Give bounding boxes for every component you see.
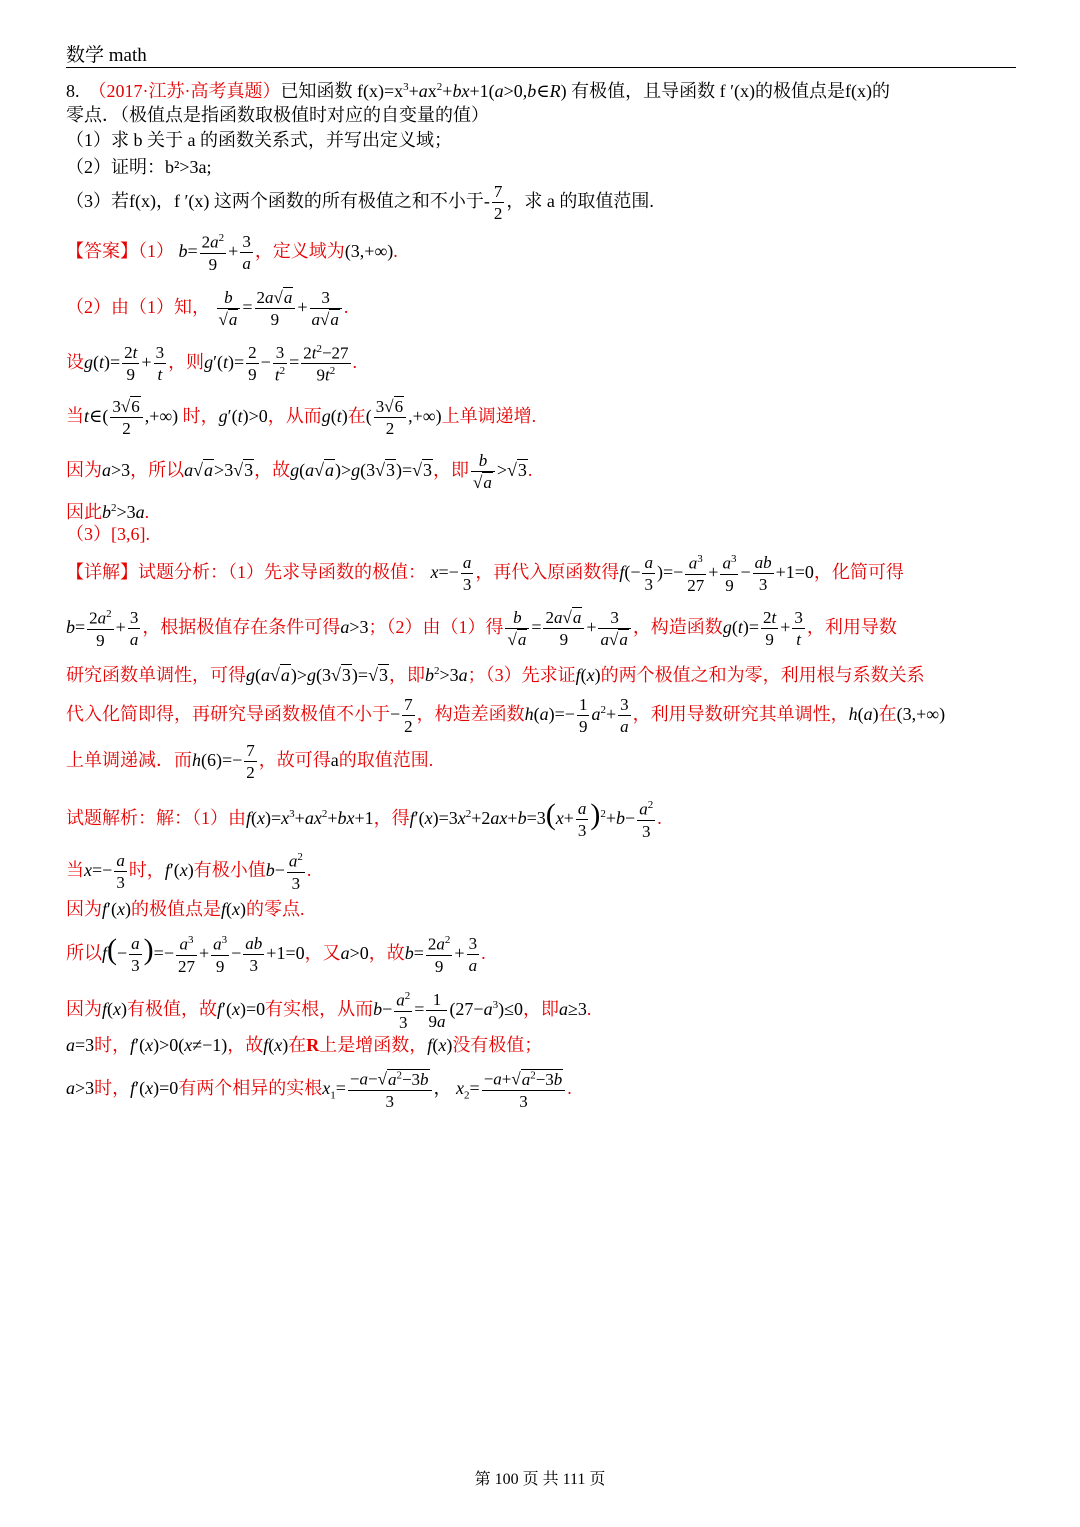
detail-label: 【详解】 <box>66 562 138 582</box>
solution-text: ，得 <box>373 808 410 828</box>
math-b-formula-2: b= $\frac{2a^2}{9}$ + $\frac{3}{a}$ <box>66 608 139 650</box>
solution-text: 上是增函数， <box>319 1035 428 1055</box>
answer-text: ，所以 <box>130 460 185 480</box>
math-g-compare: g(a√a)>g(3√3)=√3 <box>290 460 433 480</box>
solution-text: 因为 <box>66 899 102 919</box>
math-b-sqrt-gt: $\frac{b}{√a}$ >√3 <box>473 451 527 493</box>
math-fprime-eq-zero-2: f′(x)=0 <box>130 1078 179 1098</box>
math-fx-5: f(x) <box>102 999 128 1019</box>
solution-text: 时， <box>94 1035 131 1055</box>
detail-line-5 <box>66 738 433 782</box>
solution-text: 时， <box>94 1078 131 1098</box>
math-a-eq-3: a=3 <box>66 1035 95 1055</box>
solution-text: 有极小值 <box>193 860 266 880</box>
answer-line-7: （3）[3,6]. <box>66 524 150 544</box>
solution-text: 当 <box>66 860 84 880</box>
solution-line-2: 当x=− $\frac{a}{3}$ 时，f′(x)有极小值b− $\frac{a^2}{3}$ . <box>66 851 312 893</box>
answer-text: ，定义域为 <box>254 241 345 261</box>
math-b-over-sqrt-2: $\frac{b}{√a}$ = $\frac{2a√a}{9}$ + $\frac{3}{a√a}$ <box>503 617 632 637</box>
problem-line-1 <box>66 76 890 102</box>
solution-text: 所以 <box>66 943 102 963</box>
math-f-eq-zero: f(− $\frac{a}{3}$ )=− $\frac{a^3}{27}$ + $\frac{a^3}{9}$ − $\frac{ab}{3}$ +1=0 <box>102 933 305 976</box>
math-fprime-x-2: f′(x) <box>102 899 131 919</box>
solution-text: 没有极值； <box>452 1035 543 1055</box>
stem-text: 有极值，且导函数 <box>571 81 716 101</box>
solution-text: 的极值点是 <box>130 899 221 919</box>
detail-text: 的取值范围. <box>338 750 434 770</box>
detail-text: ，构造函数 <box>632 617 723 637</box>
solution-text: 有两个相异的实根 <box>178 1078 323 1098</box>
math-x-crit-2: x=− $\frac{a}{3}$ <box>84 851 125 893</box>
answer-line-2: （2）由（1）知， $\frac{b}{√a}$ = $\frac{2a√a}{9}$ + $\frac{3}{a√a}$ . <box>66 288 349 330</box>
answer-text: ，从而 <box>267 406 322 426</box>
math-a-gt-3: a>3 <box>102 460 131 480</box>
detail-text: ，根据极值存在条件可得 <box>142 617 341 637</box>
detail-text: ；（3）先求证 <box>467 665 576 685</box>
solution-text: ，即 <box>522 999 559 1019</box>
answer-line-5: 因为a>3，所以a√a>3√3，故g(a√a)>g(3√3)=√3，即 $\frac{b}{√a}$ >√3. <box>66 451 533 493</box>
answer-text: ，故 <box>254 460 291 480</box>
answer-text: 时， <box>182 406 219 426</box>
math-fx-3: $f(x)=x^3+ax^2+bx+1$ <box>246 808 374 828</box>
question-1: （1）求 b 关于 a 的函数关系式，并写出定义域； <box>66 130 452 150</box>
answer-text: 设 <box>66 352 84 372</box>
math-ha: h(a) <box>848 704 879 724</box>
math-inequality: b− $\frac{a^2}{3}$ = $\frac{1}{9a}$ $(27-a^3)\le 0$ <box>373 990 523 1032</box>
math-interval-2: ( $\frac{3√6}{2}$ ,+∞) <box>365 397 442 439</box>
math-fprime-positive: f′(x)>0(x≠−1) <box>130 1035 228 1055</box>
math-b-formula-3: b= $\frac{2a^2}{9}$ + $\frac{3}{a}$ <box>404 934 478 976</box>
stem-text: 的 <box>872 81 890 101</box>
answer-text: （1） <box>138 241 174 261</box>
solution-line-1: 试题解析：解：（1）由$f(x)=x^3+ax^2+bx+1$，得$f'(x)=3x^2+2ax+b=3(x+$ $\frac{a}{3}$ )$^2$+b− $\frac{a^2}{3}$ . <box>66 798 662 841</box>
detail-text: ，即 <box>388 665 425 685</box>
answer-text: 当 <box>66 406 84 426</box>
answer-line-1: 【答案】（1） b= $\frac{2a^2}{9}$ + $\frac{3}{a}$ ，定义域为(3,+∞). <box>66 232 398 274</box>
detail-line-2 <box>66 605 897 649</box>
math-g-def-2: g(t)= $\frac{2t}{9}$ + $\frac{3}{t}$ <box>722 608 803 650</box>
math-b-formula: b= $\frac{2a^2}{9}$ + $\frac{3}{a}$ <box>178 232 251 274</box>
math-min-value: b− $\frac{a^2}{3}$ <box>265 851 303 893</box>
math-domain: (3,+∞) <box>344 241 394 261</box>
math-interval-3: (3,+∞) <box>896 704 946 724</box>
detail-text: ，再代入原函数得 <box>475 562 620 582</box>
problem-source: （2017·江苏·高考真题） <box>88 81 281 101</box>
stem-text: 已知函数 <box>280 81 353 101</box>
detail-text: ，构造差函数 <box>416 704 525 724</box>
answer-text: 在 <box>347 406 366 426</box>
detail-text: 在 <box>878 704 897 724</box>
solution-text: ，又 <box>304 943 341 963</box>
question-3: （3）若f(x)，f ′(x) 这两个函数的所有极值之和不小于- $\frac{7}{2}$ ，求 a 的取值范围. <box>66 182 654 224</box>
detail-line-4 <box>66 688 945 736</box>
answer-line-6: 因此$b^2>3a$. <box>66 502 150 522</box>
math-fprime-eq-zero: f′(x)=0 <box>217 999 266 1019</box>
q3-text: ，求 a 的取值范围. <box>506 191 654 211</box>
solution-text: 有极值，故 <box>127 999 218 1019</box>
solution-text: 的零点. <box>245 899 305 919</box>
answer-text: 上单调递增. <box>441 406 537 426</box>
stem-text: 的极值点是 <box>755 81 846 101</box>
math-gt: g(t) <box>321 406 348 426</box>
math-fx-7: f(x) <box>427 1035 453 1055</box>
solution-line-3 <box>66 898 304 920</box>
solution-line-5: 因为f(x)有极值，故f′(x)=0有实根，从而b− $\frac{a^2}{3}$ = $\frac{1}{9a}$ $(27-a^3)\le 0$，即a≥3. <box>66 990 592 1032</box>
page-footer: 第 100 页 共 111 页 <box>474 1471 606 1488</box>
answer-text: 因为 <box>66 460 102 480</box>
math-fx-def: $f(x)=x^3+ax^2+bx+1(a>0,b\in R)$ <box>357 81 567 101</box>
solution-text: ，故 <box>368 943 405 963</box>
detail-text: ，故可得 <box>258 750 331 770</box>
math-a-gt-0: a>0 <box>340 943 369 963</box>
solution-line-7: a>3时，f′(x)=0有两个相异的实根$x_1=$ $\frac{-a-√a^2-3b}{3}$ ， $x_2=$ $\frac{-a+√a^2-3b}{3}$ . <box>66 1069 572 1111</box>
answer-text: 因此 <box>66 502 102 522</box>
detail-text: ，化简可得 <box>813 562 904 582</box>
math-interval: t∈( $\frac{3√6}{2}$ ,+∞) <box>84 397 179 439</box>
detail-text: 上单调递减．而 <box>66 750 192 770</box>
math-a-gt-3: a>3 <box>340 617 369 637</box>
answer-text: ，则 <box>168 352 205 372</box>
header-rule <box>66 67 1016 68</box>
solution-line-4: 所以f(− $\frac{a}{3}$ )=− $\frac{a^3}{27}$ + $\frac{a^3}{9}$ − $\frac{ab}{3}$ +1=0，又a>0，故b= $\frac{2a^2}{9}$ + $\frac{3}{a}$ . <box>66 933 486 976</box>
solution-text: ，故 <box>227 1035 264 1055</box>
answer-text: ，即 <box>433 460 470 480</box>
problem-line-2: 零点．（极值点是指函数取极值时对应的自变量的值） <box>66 105 489 125</box>
detail-line-1 <box>66 550 904 594</box>
math-neg-seven-half: − $\frac{7}{2}$ <box>390 695 413 737</box>
math-fx-4: f(x) <box>220 899 246 919</box>
math-fx-2: f(x) <box>575 665 601 685</box>
math-fprime: f ′(x) <box>719 81 756 101</box>
math-a: a <box>330 750 339 770</box>
detail-text: 研究函数单调性，可得 <box>66 665 246 685</box>
math-g-def: g(t)= $\frac{2t}{9}$ + $\frac{3}{t}$ <box>84 343 165 385</box>
solution-text: 试题解析：解：（1）由 <box>66 808 246 828</box>
math-fprime-expand: $f'(x)=3x^2+2ax+b=3(x+$ $\frac{a}{3}$ )$^2$+b− $\frac{a^2}{3}$ <box>409 798 654 841</box>
math-fx: f(x) <box>845 81 872 101</box>
math-h-def: h(a)=− $\frac{1}{9}$ $a^2+$ $\frac{3}{a}$ <box>524 695 629 737</box>
math-b2-gt-3a-2: $b^2>3a$ <box>424 665 468 685</box>
detail-text: 试题分析：（1）先求导函数的极值： <box>138 562 426 582</box>
detail-text: ，利用导数研究其单调性， <box>632 704 849 724</box>
real-set-R: R <box>306 1035 320 1055</box>
q3-text: 这两个函数的所有极值之和不小于 <box>213 191 484 211</box>
math-fx-6: f(x) <box>263 1035 289 1055</box>
detail-text: ；（2）由（1）得 <box>368 617 504 637</box>
math-a-gt-3-2: a>3 <box>66 1078 95 1098</box>
math-b2-gt-3a: $b^2>3a$ <box>102 502 145 522</box>
problem-number: 8. <box>66 81 80 101</box>
math-fprime-x: f′(x) <box>164 860 194 880</box>
solution-text: 有实根，从而 <box>265 999 374 1019</box>
solution-line-6 <box>66 1034 542 1056</box>
answer-line-3: 设g(t)= $\frac{2t}{9}$ + $\frac{3}{t}$ ，则g′(t)= $\frac{2}{9}$ − $\frac{3}{t^2}$ = $\frac{2t^2-27}{9t^2}$ . <box>66 342 358 386</box>
solution-text: 时， <box>128 860 165 880</box>
question-2: （2）证明：b²>3a; <box>66 157 212 177</box>
page-header: 数学 math <box>66 45 147 66</box>
math-g-prime: g′(t)= $\frac{2}{9}$ − $\frac{3}{t^2}$ = $\frac{2t^2-27}{9t^2}$ <box>204 342 349 386</box>
math-asqrta: a√a>3√3 <box>184 460 254 480</box>
math-x-crit: x=− $\frac{a}{3}$ <box>430 553 472 595</box>
solution-text: 因为 <box>66 999 102 1019</box>
frac: $\frac{7}{2}$ <box>493 182 503 224</box>
detail-text: 的两个极值之和为零，利用根与系数关系 <box>600 665 925 685</box>
solution-text: 在 <box>288 1035 307 1055</box>
math-roots: $x_1=$ $\frac{-a-√a^2-3b}{3}$ ， $x_2=$ $\frac{-a+√a^2-3b}{3}$ <box>322 1078 567 1098</box>
math-g-positive: g′(t)>0 <box>218 406 268 426</box>
math-a-ge-3: a≥3 <box>558 999 587 1019</box>
math-h6: h(6)=− $\frac{7}{2}$ <box>192 741 255 783</box>
q3-text: （3）若 <box>66 191 129 211</box>
answer-text: （2）由（1）知， <box>66 297 210 317</box>
math-b-over-sqrt: $\frac{b}{√a}$ = $\frac{2a√a}{9}$ + $\frac{3}{a√a}$ <box>215 297 344 317</box>
math-q3: f(x)，f ′(x) <box>129 191 210 211</box>
detail-text: ，利用导数 <box>806 617 897 637</box>
answer-line-4 <box>66 394 536 438</box>
answer-label: 【答案】 <box>66 241 138 261</box>
detail-text: 代入化简即得，再研究导函数极值不小于 <box>66 704 390 724</box>
math-g-compare-2: g(a√a)>g(3√3)=√3 <box>246 665 388 685</box>
detail-line-3 <box>66 660 925 686</box>
math-f-substitute: f(− $\frac{a}{3}$ )=− $\frac{a^3}{27}$ + $\frac{a^3}{9}$ − $\frac{ab}{3}$ +1=0 <box>619 553 814 595</box>
